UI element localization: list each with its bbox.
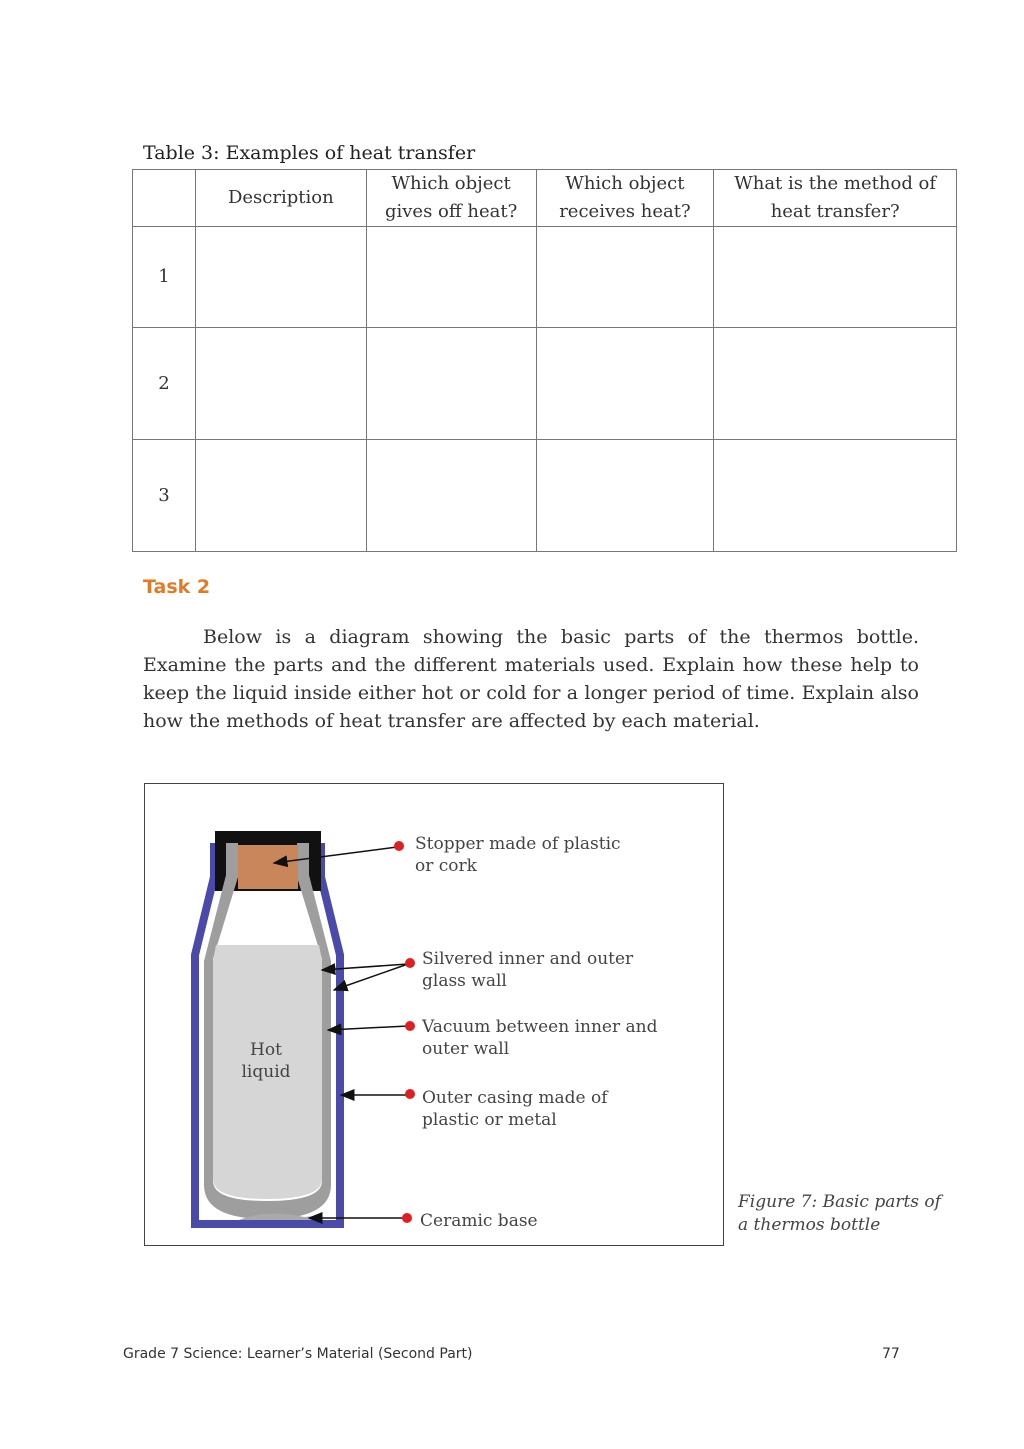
task-paragraph: Below is a diagram showing the basic parts of the thermos bottle. Examine the parts and the different materials used. Explain how these help to keep the liquid inside either hot or cold for a longer period of time. Explain also how the methods of heat transfer are affected by each material. xyxy=(143,626,919,732)
stopper-label: Stopper made of plastic or cork xyxy=(415,834,621,876)
heat-transfer-table xyxy=(132,169,957,552)
table-row xyxy=(133,328,957,440)
table-cell[interactable] xyxy=(366,440,536,552)
casing-marker xyxy=(405,1089,415,1099)
ceramic-base-label: Ceramic base xyxy=(420,1211,538,1231)
vacuum-marker xyxy=(405,1021,415,1031)
footer-title: Grade 7 Science: Learner’s Material (Second Part) xyxy=(123,1346,473,1362)
table-cell[interactable] xyxy=(536,440,714,552)
table-cell[interactable] xyxy=(366,227,536,328)
table-cell[interactable] xyxy=(536,227,714,328)
table-row xyxy=(133,440,957,552)
table-header-method: What is the method of heat transfer? xyxy=(714,170,957,227)
base-marker xyxy=(402,1213,412,1223)
task-heading: Task 2 xyxy=(143,576,211,598)
table-header-gives-off: Which object gives off heat? xyxy=(366,170,536,227)
table-cell[interactable] xyxy=(714,227,957,328)
table-cell[interactable] xyxy=(714,328,957,440)
table-header-description: Description xyxy=(195,170,366,227)
outer-casing-label: Outer casing made of plastic or metal xyxy=(422,1088,608,1130)
page-number: 77 xyxy=(882,1346,900,1362)
row-number: 3 xyxy=(133,440,196,552)
table-cell[interactable] xyxy=(195,328,366,440)
silvered-wall-label: Silvered inner and outer glass wall xyxy=(422,949,634,991)
table-cell[interactable] xyxy=(536,328,714,440)
table-caption: Table 3: Examples of heat transfer xyxy=(143,142,476,164)
row-number: 2 xyxy=(133,328,196,440)
table-header-number xyxy=(133,170,196,227)
table-header-receives: Which object receives heat? xyxy=(536,170,714,227)
table-row xyxy=(133,227,957,328)
table-header-row xyxy=(133,170,957,227)
table-cell[interactable] xyxy=(195,440,366,552)
stopper xyxy=(238,845,298,889)
silvered-marker xyxy=(405,958,415,968)
table-cell[interactable] xyxy=(195,227,366,328)
vacuum-label: Vacuum between inner and outer wall xyxy=(422,1017,658,1059)
figure-caption: Figure 7: Basic parts of a thermos bottle xyxy=(738,1192,941,1235)
table-cell[interactable] xyxy=(366,328,536,440)
row-number: 1 xyxy=(133,227,196,328)
hot-liquid-label: Hot liquid xyxy=(241,1040,291,1082)
table-cell[interactable] xyxy=(714,440,957,552)
stopper-marker xyxy=(394,841,404,851)
